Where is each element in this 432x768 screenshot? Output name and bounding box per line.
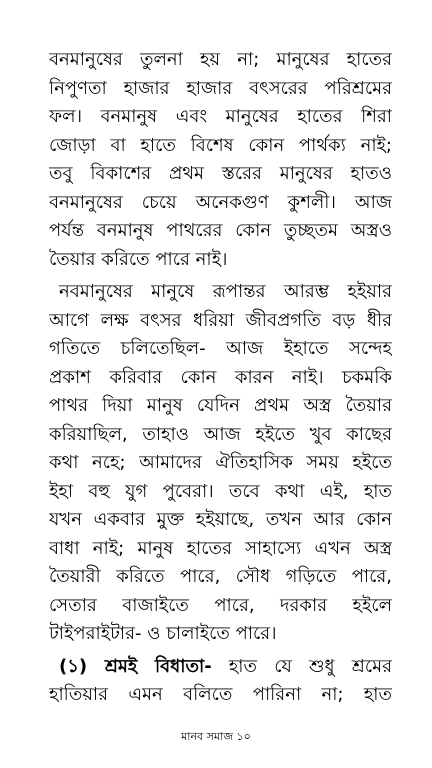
text-line: পাথর দিয়া মানুষ যেদিন প্রথম অস্ত্র তৈয়ার	[49, 395, 392, 416]
text-line: বনমানুষের চেয়ে অনেকগুণ কুশলী। আজ	[49, 191, 392, 213]
text-line	[49, 653, 392, 682]
text-line: আগে লক্ষ বৎসর ধরিয়া জীবপ্রগতি বড় ধীর	[49, 309, 392, 331]
text-line: বাধা নাই; মানুষ হাতের সাহাস্যে এখন অস্ত্র	[49, 537, 392, 559]
text-body	[49, 46, 392, 710]
text-line: বনমানুষের তুলনা হয় না; মানুষের হাতের	[49, 49, 392, 70]
text-line: গতিতে চলিতেছিল- আজ ইহাতে সন্দেহ	[49, 338, 392, 359]
text-line: তৈয়ারী করিতে পারে, সৌধ গড়িতে পারে,	[49, 566, 392, 587]
text-line: প্রকাশ করিবার কোন কারন নাই। চকমকি	[49, 366, 392, 388]
text-line: নিপুণতা হাজার হাজার বৎসরের পরিশ্রমের	[49, 77, 392, 99]
text-line: জোড়া বা হাতে বিশেষ কোন পার্থক্য নাই;	[49, 134, 392, 156]
text-line: টাইপরাইটার- ও চালাইতে পারে।	[49, 623, 277, 644]
text-line: কথা নহে; আমাদের ঐতিহাসিক সময় হইতে	[49, 452, 392, 473]
text-line: ফল। বনমানুষ এবং মানুষের হাতের শিরা	[49, 106, 392, 127]
text-line: হাতিয়ার এমন বলিতে পারিনা না; হাত	[49, 684, 392, 705]
text-line: যখন একবার মুক্ত হইয়াছে, তখন আর কোন	[49, 509, 392, 530]
section-heading: (১) শ্রমই বিধাতা-	[59, 655, 212, 677]
text-line: ইহা বহু যুগ পুবেরা। তবে কথা এই, হাত	[49, 480, 392, 502]
paragraph-3	[49, 653, 392, 710]
text-line: নবমানুষের মানুষে রূপান্তর আরম্ভ হইয়ার	[59, 281, 392, 302]
text-line: সেতার বাজাইতে পারে, দরকার হইলে	[49, 594, 392, 616]
page-footer: মানব সমাজ ১০	[181, 730, 251, 743]
text-line: পর্যন্ত বনমানুষ পাথরের কোন তুচ্ছতম অস্ত্রও	[49, 220, 392, 241]
paragraph-1	[49, 46, 392, 274]
paragraph-2	[49, 278, 392, 649]
text-line: করিয়াছিল, তাহাও আজ হইতে খুব কাছের	[49, 423, 392, 445]
text-line: তবু বিকাশের প্রথম স্তরের মানুষের হাতও	[49, 163, 392, 184]
text-line: তৈয়ার করিতে পারে নাই।	[49, 248, 228, 270]
heading-line-rest: হাত যে শুধু শ্রমের	[211, 655, 392, 677]
